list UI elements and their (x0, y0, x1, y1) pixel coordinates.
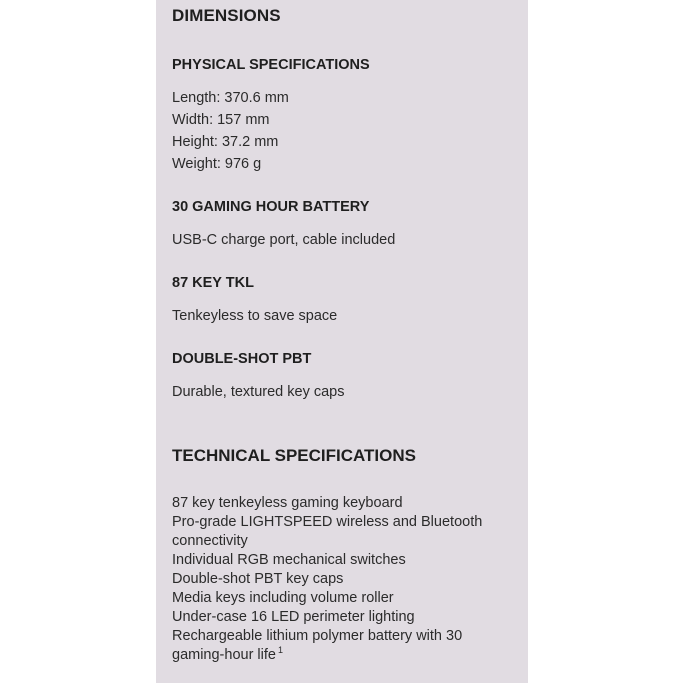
pbt-text (172, 381, 344, 403)
spec-height: Height: 37.2 mm (172, 134, 279, 150)
tech-item: Under-case 16 LED perimeter lighting (172, 609, 415, 625)
tech-item: Double-shot PBT key caps (172, 571, 344, 587)
tech-item: 87 key tenkeyless gaming keyboard (172, 495, 403, 511)
physical-specs-heading: PHYSICAL SPECIFICATIONS (172, 57, 370, 73)
tech-item: Individual RGB mechanical switches (172, 552, 406, 568)
battery-heading: 30 GAMING HOUR BATTERY (172, 199, 370, 215)
tkl-heading: 87 KEY TKL (172, 275, 254, 291)
tech-item-text: Rechargeable lithium polymer battery with 30 gaming-hour life (172, 628, 463, 663)
technical-specs-list (172, 494, 517, 665)
pbt-heading: DOUBLE-SHOT PBT (172, 351, 312, 367)
tkl-text (172, 305, 337, 327)
footnote-marker[interactable]: 1 (277, 645, 283, 656)
spec-width: Width: 157 mm (172, 112, 270, 128)
spec-length: Length: 370.6 mm (172, 90, 289, 106)
tech-item: Pro-grade LIGHTSPEED wireless and Bluetooth connectivity (172, 514, 483, 549)
dimensions-heading: DIMENSIONS (172, 6, 281, 25)
tkl-description: Tenkeyless to save space (172, 308, 338, 324)
tech-item-battery-life (172, 627, 517, 665)
physical-specs-list (172, 87, 289, 175)
technical-specs-heading: TECHNICAL SPECIFICATIONS (172, 446, 416, 465)
tech-item: Media keys including volume roller (172, 590, 394, 606)
battery-text (172, 229, 395, 251)
battery-description: USB-C charge port, cable included (172, 232, 396, 248)
spec-weight: Weight: 976 g (172, 156, 262, 172)
pbt-description: Durable, textured key caps (172, 384, 345, 400)
specs-panel (156, 0, 528, 683)
